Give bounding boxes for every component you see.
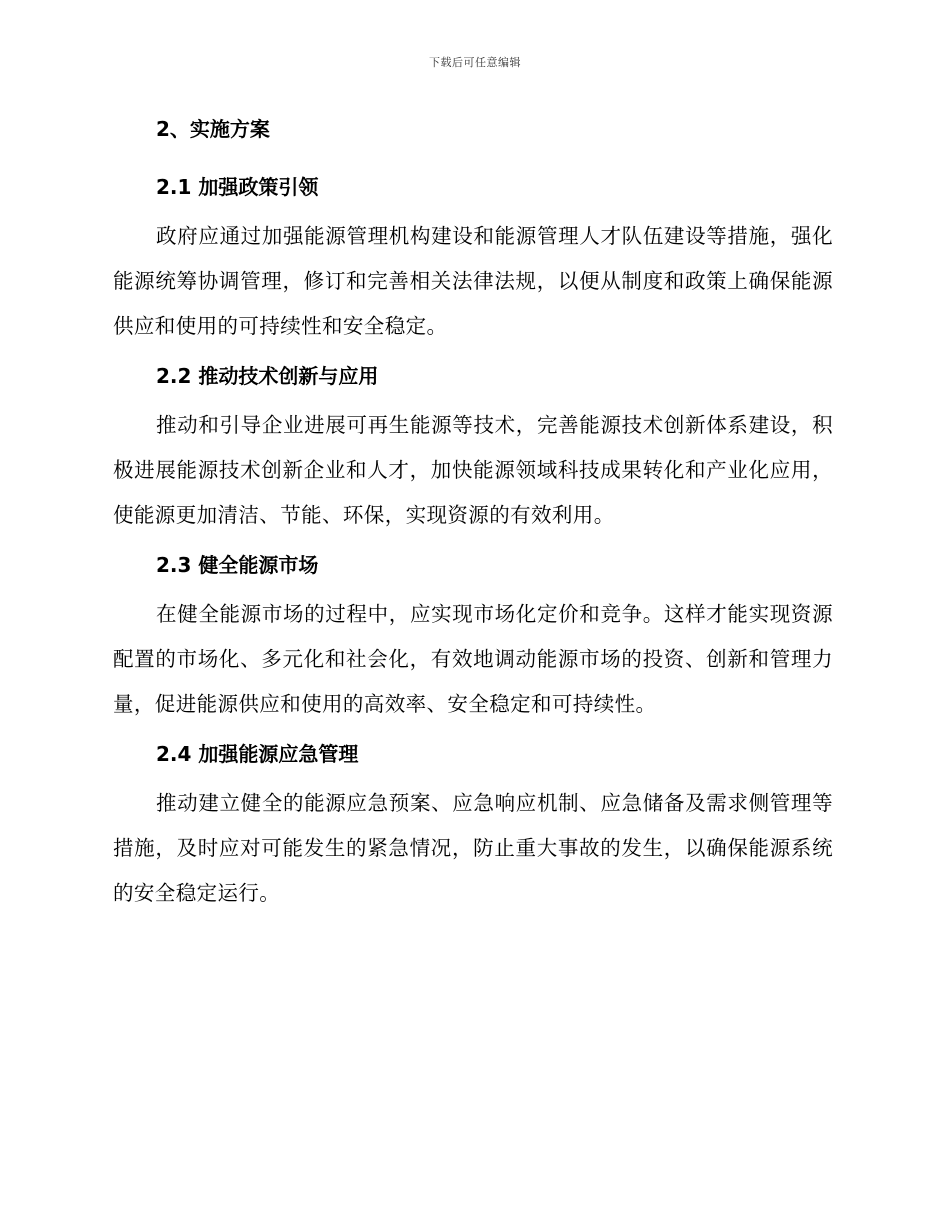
subsection-title-2-2: 2.2 推动技术创新与应用: [156, 364, 379, 388]
subsection-title-2-4: 2.4 加强能源应急管理: [156, 742, 359, 766]
section-title: 2、实施方案: [156, 117, 270, 141]
subsection-title-2-3: 2.3 健全能源市场: [156, 553, 319, 577]
subsection-paragraph-2-2: 推动和引导企业进展可再生能源等技术，完善能源技术创新体系建设，积极进展能源技术创新企业和人才，加快能源领域科技成果转化和产业化应用，使能源更加清洁、节能、环保，实现资源的有效利用。: [113, 413, 833, 527]
subsection-paragraph-2-4: 推动建立健全的能源应急预案、应急响应机制、应急储备及需求侧管理等措施，及时应对可能发生的紧急情况，防止重大事故的发生，以确保能源系统的安全稳定运行。: [113, 791, 833, 905]
document-body: [113, 110, 833, 916]
subsection-paragraph-2-3: 在健全能源市场的过程中，应实现市场化定价和竞争。这样才能实现资源配置的市场化、多元化和社会化，有效地调动能源市场的投资、创新和管理力量，促进能源供应和使用的高效率、安全稳定和可持续性。: [113, 602, 833, 716]
subsection-paragraph-2-1: 政府应通过加强能源管理机构建设和能源管理人才队伍建设等措施，强化能源统筹协调管理，修订和完善相关法律法规，以便从制度和政策上确保能源供应和使用的可持续性和安全稳定。: [113, 224, 833, 338]
header-note: 下载后可任意编辑: [429, 56, 521, 69]
subsection-title-2-1: 2.1 加强政策引领: [156, 175, 319, 199]
